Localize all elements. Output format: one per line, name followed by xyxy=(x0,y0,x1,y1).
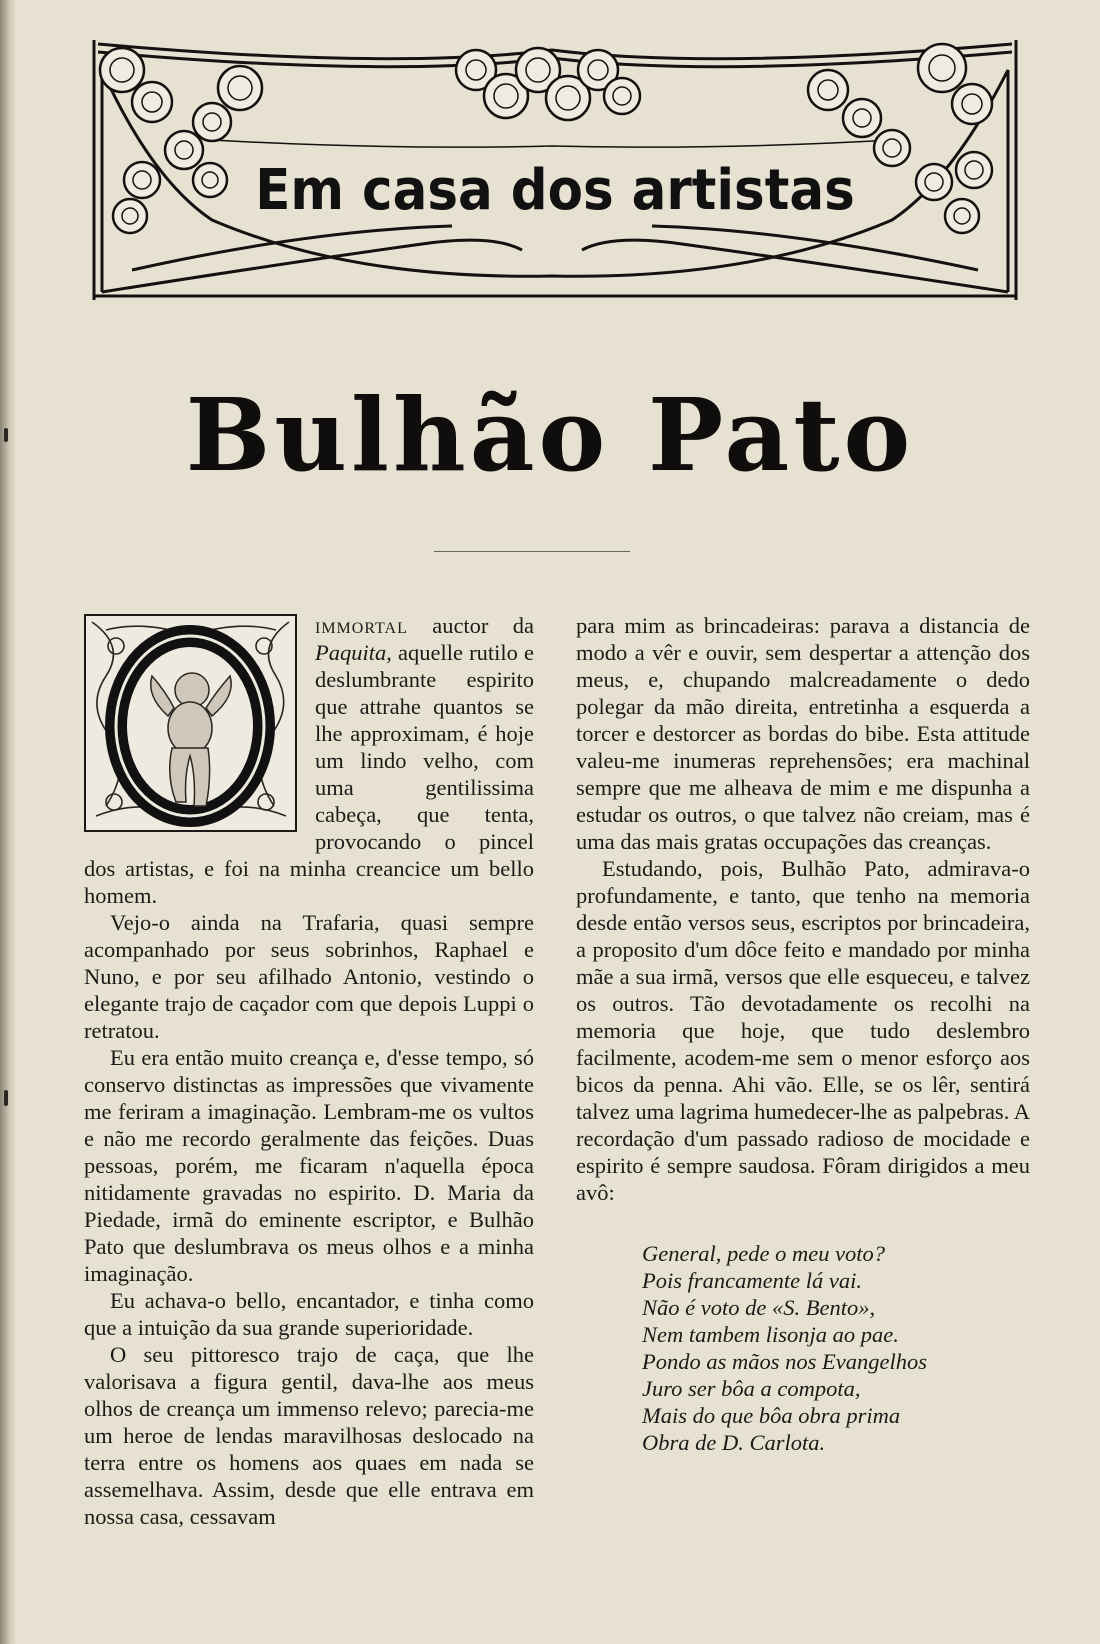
poem-line: Pois francamente lá vai. xyxy=(642,1268,862,1293)
body-paragraph: Vejo-o ainda na Trafaria, quasi sempre acompanhado por seus sobrinhos, Raphael e Nuno, e por seu afilhado Antonio, vestindo o elegante trajo de caçador com que depois Luppi o retratou. xyxy=(84,910,534,1043)
poem-line: Mais do que bôa obra prima xyxy=(642,1403,901,1428)
poem-line: Obra de D. Carlota. xyxy=(642,1430,826,1455)
cherub-initial-icon xyxy=(86,616,295,830)
article-title: Bulhão Pato xyxy=(185,376,915,494)
left-column xyxy=(84,612,534,1530)
body-paragraph: Eu achava-o bello, encantador, e tinha como que a intuição da sua grande superioridade. xyxy=(84,1288,534,1340)
book-title: Paquita xyxy=(315,640,387,665)
lead-word: immortal xyxy=(315,613,408,638)
body-paragraph: Eu era então muito creança e, d'esse tempo, só conservo distinctas as impressões que vivamente me feriram a imaginação. Lembram-me os vultos e não me recordo geralmente das feições. Duas pessoas, porém, me ficaram n'aquella época nitidamente gravadas no espirito. D. Maria da Piedade, irmã do eminente escriptor, e Bulhão Pato que deslumbrava os meus olhos e a minha imaginação. xyxy=(84,1045,534,1286)
page-binding-edge xyxy=(0,0,16,1644)
lead-text-tail: , aquelle rutilo e deslumbrante espirito que attrahe quantos se lhe approximam, é hoje um lindo velho, com uma gentilissima cabeça, que tenta, provocando o pincel dos artistas, e foi na minha creancice um bello homem. xyxy=(84,640,534,908)
poem xyxy=(642,1240,1030,1456)
binding-mark xyxy=(4,1090,8,1106)
body-paragraph-continued: para mim as brincadeiras: parava a distancia de modo a vêr e ouvir, sem despertar a attenção dos meus, e, chupando malcreadamente o dedo polegar da mão direita, entretinha a esquerda a torcer e destorcer as bordas do bibe. Esta attitude valeu-me inumeras reprehensões; era machinal sempre que me alheava de mim e me dispunha a estudar os outros, o que talvez não creiam, mas é uma das mais gratas occupações das creanças. xyxy=(576,613,1030,854)
poem-line: General, pede o meu voto? xyxy=(642,1241,886,1266)
title-divider xyxy=(434,551,630,552)
poem-line: Nem tambem lisonja ao pae. xyxy=(642,1322,899,1347)
poem-line: Não é voto de «S. Bento», xyxy=(642,1295,876,1320)
body-paragraph: O seu pittoresco trajo de caça, que lhe valorisava a figura gentil, dava-lhe aos meus olhos de creança um immenso relevo; parecia-me um heroe de lendas maravilhosas deslocado na terra entre os homens aos quaes em nada se assemelhava. Assim, desde que elle entrava em nossa casa, cessavam xyxy=(84,1342,534,1529)
poem-line: Juro ser bôa a compota, xyxy=(642,1376,861,1401)
illuminated-initial-o xyxy=(84,614,297,832)
right-column xyxy=(576,612,1030,1456)
body-paragraph: Estudando, pois, Bulhão Pato, admirava-o profundamente, e tanto, que tenho na memoria desde então versos seus, escriptos por brincadeira, a proposito d'um dôce feito e mandado por minha mãe a sua irmã, versos que elle esqueceu, e talvez os outros. Tão devotadamente os recolhi na memoria que hoje, que tudo deslembro facilmente, acodem-me sem o menor esforço aos bicos da penna. Ahi vão. Elle, se os lêr, sentirá talvez uma lagrima humedecer-lhe as palpebras. A recordação d'um passado radioso de mocidade e espirito é sempre saudosa. Fôram dirigidos a meu avô: xyxy=(576,856,1030,1205)
section-banner-title: Em casa dos artistas xyxy=(255,158,855,223)
header-banner xyxy=(92,30,1018,302)
poem-line: Pondo as mãos nos Evangelhos xyxy=(642,1349,927,1374)
lead-text: auctor da xyxy=(407,613,534,638)
